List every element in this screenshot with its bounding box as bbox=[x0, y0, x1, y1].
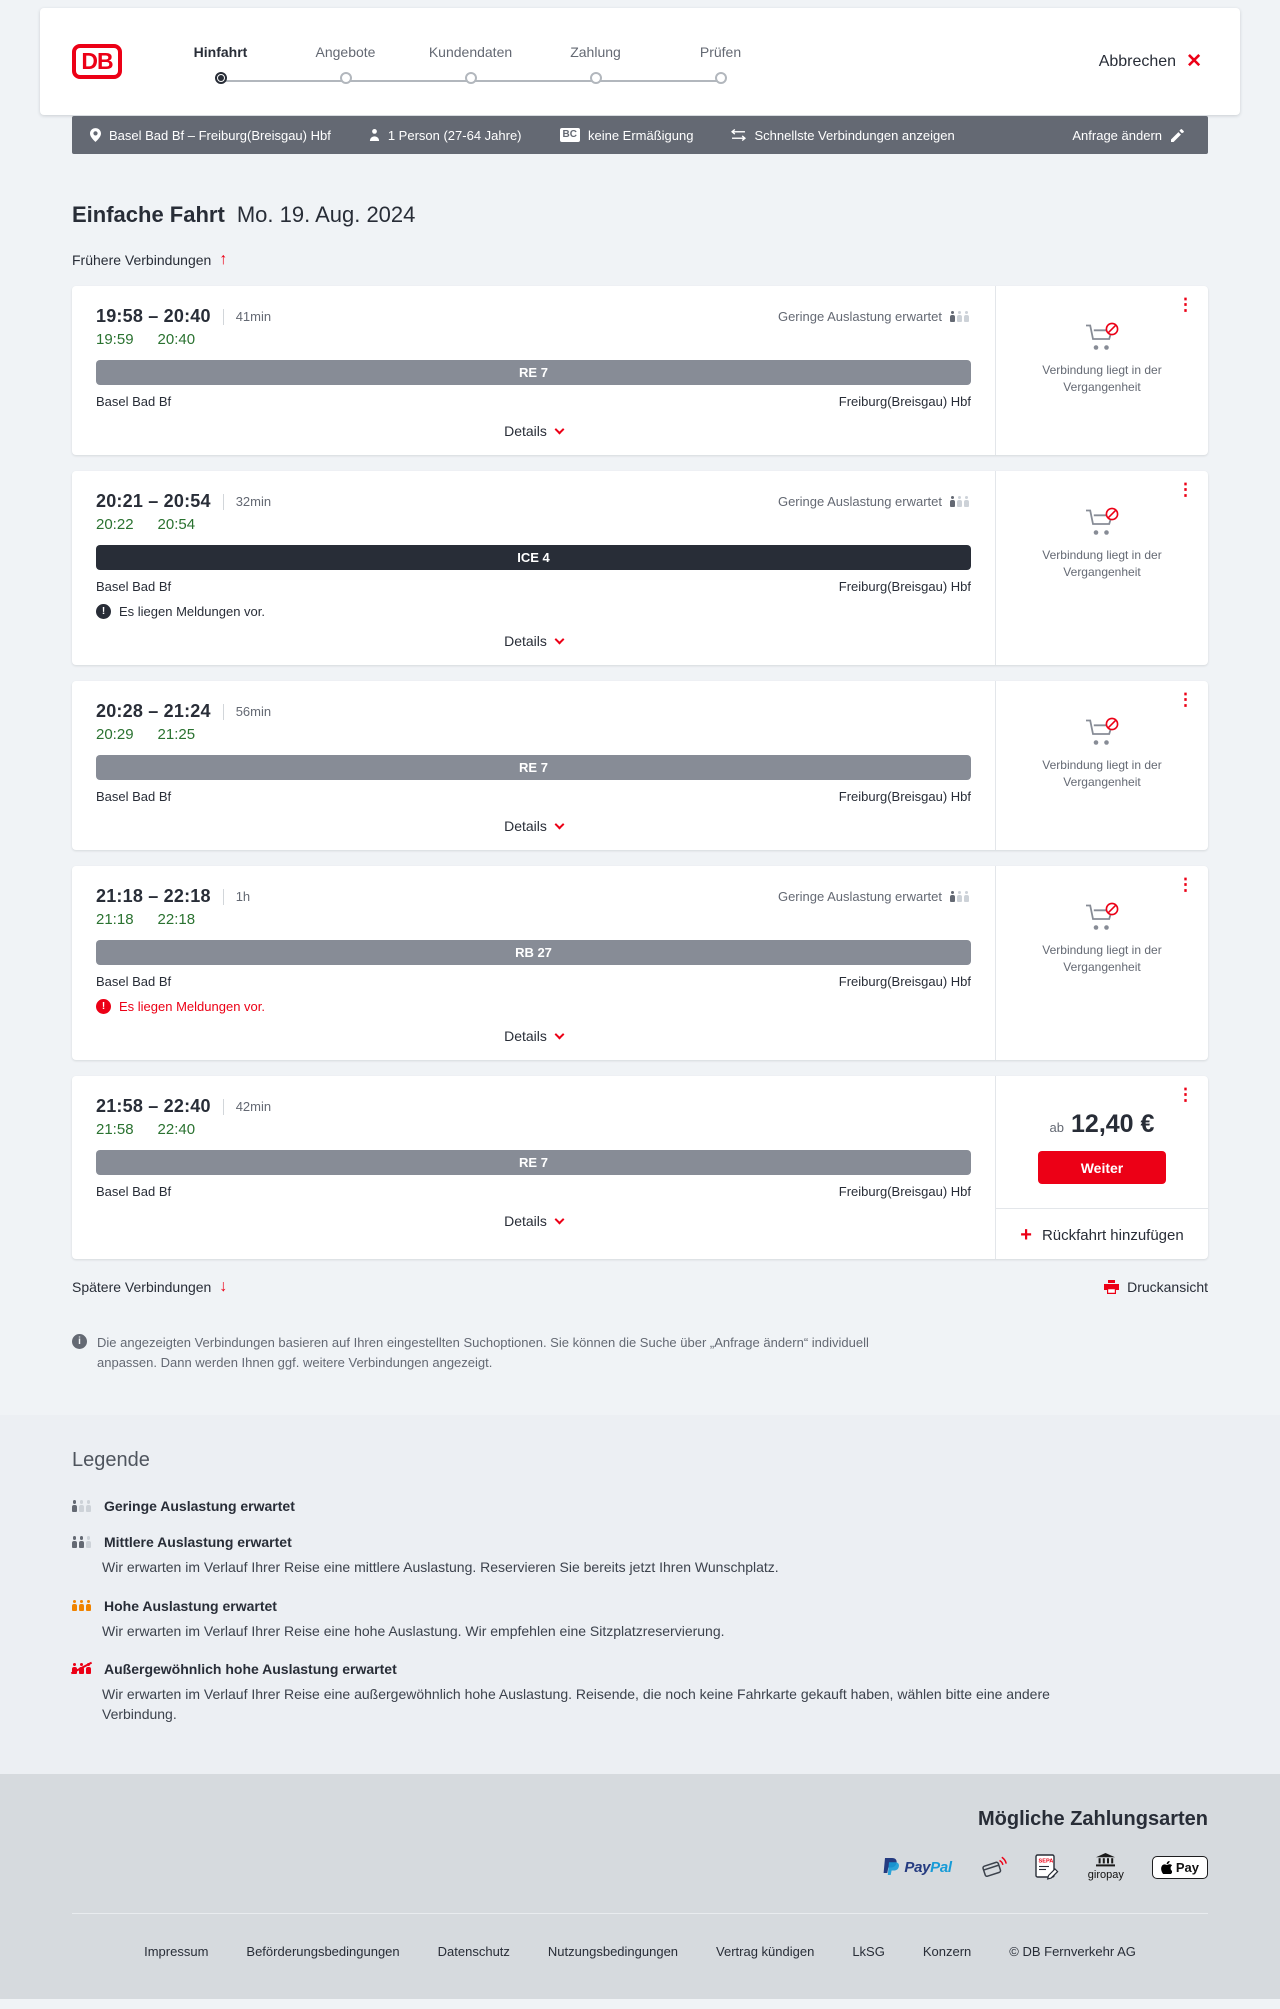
alert-icon: ! bbox=[96, 604, 111, 619]
svg-text:SEPA: SEPA bbox=[1038, 1858, 1054, 1865]
payments-heading: Mögliche Zahlungsarten bbox=[977, 1808, 1208, 1831]
step-label: Prüfen bbox=[699, 43, 742, 60]
divider bbox=[223, 309, 224, 325]
connection-duration: 1h bbox=[235, 889, 251, 904]
connection-times: 21:18 – 22:18 bbox=[96, 886, 211, 906]
earlier-connections-link[interactable]: Frühere Verbindungen ↑ bbox=[72, 251, 228, 268]
legend-item bbox=[72, 1598, 1208, 1641]
progress-step bbox=[533, 44, 658, 84]
apple-pay-badge: Pay bbox=[1152, 1856, 1208, 1879]
step-label: Angebote bbox=[315, 43, 376, 60]
real-times bbox=[96, 911, 971, 928]
paypal-logo: PayPal bbox=[882, 1857, 951, 1878]
cart-crossed-icon bbox=[1085, 717, 1119, 747]
printer-icon bbox=[1104, 1280, 1119, 1294]
connection-duration: 32min bbox=[235, 494, 272, 509]
occupancy-indicator bbox=[778, 889, 971, 904]
legend-section bbox=[0, 1415, 1280, 1774]
connection-unavailable-panel bbox=[1027, 322, 1177, 396]
actual-departure-time: 20:29 bbox=[96, 726, 134, 743]
real-times bbox=[96, 331, 971, 348]
unavailable-text: Verbindung liegt in der Vergangenheit bbox=[1042, 943, 1162, 974]
unavailable-text: Verbindung liegt in der Vergangenheit bbox=[1042, 363, 1162, 394]
details-toggle[interactable]: Details bbox=[496, 419, 571, 443]
actual-arrival-time: 22:18 bbox=[157, 911, 196, 928]
passengers-label: 1 Person (27-64 Jahre) bbox=[387, 127, 522, 143]
connection-card bbox=[72, 866, 1208, 1060]
connection-side-panel bbox=[995, 471, 1208, 665]
actual-departure-time: 21:58 bbox=[96, 1121, 134, 1138]
step-dot-icon bbox=[215, 72, 227, 84]
legend-item bbox=[72, 1661, 1208, 1725]
connection-unavailable-panel bbox=[1027, 902, 1177, 976]
progress-step bbox=[158, 44, 283, 84]
cancel-label: Abbrechen bbox=[1098, 52, 1177, 70]
bank-icon bbox=[1096, 1853, 1115, 1867]
pencil-icon bbox=[1171, 129, 1184, 142]
footer-link[interactable]: Konzern bbox=[922, 1944, 972, 1960]
step-dot-icon bbox=[590, 72, 602, 84]
occupancy-legend-icon bbox=[72, 1663, 93, 1675]
connection-times: 20:28 – 21:24 bbox=[96, 701, 211, 721]
departure-station: Basel Bad Bf bbox=[96, 789, 172, 804]
fastest-connections-label: Schnellste Verbindungen anzeigen bbox=[754, 127, 955, 143]
legend-item-title: Geringe Auslastung erwartet bbox=[104, 1498, 295, 1515]
train-name: RB 27 bbox=[515, 945, 552, 960]
train-label-bar bbox=[96, 1150, 971, 1175]
legend-items bbox=[72, 1498, 1208, 1724]
train-name: RE 7 bbox=[519, 1155, 548, 1170]
real-times bbox=[96, 726, 971, 743]
unavailable-text: Verbindung liegt in der Vergangenheit bbox=[1042, 548, 1162, 579]
connection-card bbox=[72, 1076, 1208, 1259]
progress-step bbox=[283, 44, 408, 84]
real-times bbox=[96, 1121, 971, 1138]
payments-section bbox=[0, 1774, 1280, 1999]
details-toggle[interactable]: Details bbox=[496, 814, 571, 838]
actual-arrival-time: 22:40 bbox=[157, 1121, 196, 1138]
connection-card bbox=[72, 681, 1208, 850]
legend-heading: Legende bbox=[72, 1449, 150, 1472]
step-dot-icon bbox=[715, 72, 727, 84]
close-icon: ✕ bbox=[1186, 51, 1202, 72]
sepa-direct-debit-icon bbox=[1035, 1854, 1060, 1880]
footer-link[interactable]: LkSG bbox=[852, 1944, 885, 1960]
details-toggle[interactable]: Details bbox=[496, 1024, 571, 1048]
legend-item bbox=[72, 1534, 1208, 1577]
price-from-label: ab bbox=[1049, 1120, 1065, 1135]
actual-departure-time: 21:18 bbox=[96, 911, 134, 928]
occupancy-low-icon bbox=[950, 496, 971, 508]
arrival-station: Freiburg(Breisgau) Hbf bbox=[838, 579, 971, 594]
connection-duration: 42min bbox=[235, 1099, 272, 1114]
occupancy-legend-icon bbox=[72, 1600, 93, 1612]
info-icon: i bbox=[72, 1334, 87, 1349]
arrival-station: Freiburg(Breisgau) Hbf bbox=[838, 1184, 971, 1199]
departure-station: Basel Bad Bf bbox=[96, 394, 172, 409]
departure-station: Basel Bad Bf bbox=[96, 1184, 172, 1199]
step-dot-icon bbox=[340, 72, 352, 84]
route-summary bbox=[90, 128, 331, 143]
train-label-bar bbox=[96, 545, 971, 570]
legend-item-description: Wir erwarten im Verlauf Ihrer Reise eine hohe Auslastung. Wir empfehlen eine Sitzplatzreservierung. bbox=[102, 1622, 725, 1639]
actual-arrival-time: 21:25 bbox=[157, 726, 196, 743]
legend-item-description: Wir erwarten im Verlauf Ihrer Reise eine mittlere Auslastung. Reservieren Sie bereits jetzt Ihren Wunschplatz. bbox=[102, 1559, 779, 1576]
footer bbox=[72, 1914, 1208, 1999]
discount-summary bbox=[560, 128, 694, 143]
kebab-menu-icon[interactable]: ⋮ bbox=[1173, 1084, 1198, 1105]
step-dot-icon bbox=[465, 72, 477, 84]
occupancy-indicator bbox=[778, 309, 971, 324]
connection-unavailable-panel bbox=[1027, 507, 1177, 581]
departure-station: Basel Bad Bf bbox=[96, 974, 172, 989]
booking-header bbox=[40, 8, 1240, 115]
connection-times: 19:58 – 20:40 bbox=[96, 306, 211, 326]
chevron-down-icon bbox=[554, 634, 564, 644]
trip-date: Mo. 19. Aug. 2024 bbox=[236, 202, 416, 227]
girocard-contactless-icon bbox=[980, 1854, 1007, 1880]
occupancy-label: Geringe Auslastung erwartet bbox=[777, 494, 942, 509]
person-icon bbox=[369, 129, 380, 141]
footer-link[interactable]: Datenschutz bbox=[437, 1944, 510, 1960]
kebab-menu-icon[interactable]: ⋮ bbox=[1173, 294, 1198, 315]
cancel-button[interactable] bbox=[1093, 51, 1208, 72]
chevron-down-icon bbox=[554, 819, 564, 829]
giropay-logo: giropay bbox=[1088, 1853, 1124, 1881]
progress-steps bbox=[158, 44, 783, 84]
train-name: ICE 4 bbox=[517, 550, 550, 565]
departure-station: Basel Bad Bf bbox=[96, 579, 172, 594]
occupancy-legend-icon bbox=[72, 1500, 93, 1512]
connection-side-panel bbox=[995, 1076, 1208, 1259]
footer-link[interactable]: Nutzungsbedingungen bbox=[547, 1944, 679, 1960]
arrow-down-icon: ↓ bbox=[219, 1278, 228, 1295]
legend-item-description: Wir erwarten im Verlauf Ihrer Reise eine außergewöhnlich hohe Auslastung. Reisende, die noch keine Fahrkarte gekauft haben, wählen bitte eine andere Verbindung. bbox=[102, 1685, 1050, 1723]
occupancy-label: Geringe Auslastung erwartet bbox=[777, 309, 942, 324]
unavailable-text: Verbindung liegt in der Vergangenheit bbox=[1042, 758, 1162, 789]
train-label-bar bbox=[96, 755, 971, 780]
cart-crossed-icon bbox=[1085, 902, 1119, 932]
footer-link[interactable]: Impressum bbox=[144, 1944, 209, 1960]
progress-step bbox=[658, 44, 783, 84]
arrival-station: Freiburg(Breisgau) Hbf bbox=[838, 394, 971, 409]
divider bbox=[223, 889, 224, 905]
legend-item-title: Außergewöhnlich hohe Auslastung erwartet bbox=[104, 1660, 397, 1677]
edit-request-button[interactable] bbox=[1066, 127, 1190, 144]
alert-icon: ! bbox=[96, 999, 111, 1014]
connection-duration: 41min bbox=[235, 309, 272, 324]
train-label-bar bbox=[96, 360, 971, 385]
edit-request-label: Anfrage ändern bbox=[1072, 127, 1162, 143]
train-name: RE 7 bbox=[519, 365, 548, 380]
actual-arrival-time: 20:40 bbox=[157, 331, 196, 348]
info-note-text: Die angezeigten Verbindungen basieren auf Ihren eingestellten Suchoptionen. Sie können die Suche über „Anfrage ändern“ individuell anpassen. Dann werden Ihnen ggf. weitere Verbindungen angezeigt. bbox=[97, 1335, 869, 1371]
arrow-up-icon: ↑ bbox=[219, 251, 228, 268]
connection-unavailable-panel bbox=[1027, 717, 1177, 791]
step-label: Zahlung bbox=[570, 43, 621, 60]
db-logo: DB bbox=[72, 44, 122, 79]
occupancy-indicator bbox=[778, 494, 971, 509]
connection-side-panel bbox=[995, 866, 1208, 1060]
paypal-icon bbox=[882, 1857, 901, 1878]
swap-arrows-icon bbox=[731, 129, 746, 141]
print-view-label: Druckansicht bbox=[1127, 1279, 1208, 1295]
legend-item-title: Hohe Auslastung erwartet bbox=[104, 1597, 277, 1614]
page-title bbox=[72, 202, 1208, 228]
legend-item-title: Mittlere Auslastung erwartet bbox=[104, 1534, 292, 1551]
alert-message bbox=[96, 604, 971, 619]
alert-message bbox=[96, 999, 971, 1014]
occupancy-label: Geringe Auslastung erwartet bbox=[777, 889, 942, 904]
route-label: Basel Bad Bf – Freiburg(Breisgau) Hbf bbox=[109, 127, 331, 143]
price-value: 12,40 € bbox=[1071, 1110, 1155, 1138]
fastest-connections-toggle[interactable] bbox=[731, 128, 954, 143]
add-return-button[interactable]: + Rückfahrt hinzufügen bbox=[1020, 1209, 1183, 1259]
divider bbox=[223, 494, 224, 510]
print-view-button[interactable] bbox=[1104, 1279, 1208, 1295]
occupancy-low-icon bbox=[950, 311, 971, 323]
arrival-station: Freiburg(Breisgau) Hbf bbox=[838, 974, 971, 989]
footer-link[interactable]: © DB Fernverkehr AG bbox=[1009, 1944, 1136, 1960]
kebab-menu-icon[interactable]: ⋮ bbox=[1173, 479, 1198, 500]
chevron-down-icon bbox=[554, 424, 564, 434]
connection-card bbox=[72, 471, 1208, 665]
connection-duration: 56min bbox=[235, 704, 272, 719]
occupancy-legend-icon bbox=[72, 1536, 93, 1548]
divider bbox=[223, 704, 224, 720]
alert-text: Es liegen Meldungen vor. bbox=[119, 999, 265, 1014]
arrival-station: Freiburg(Breisgau) Hbf bbox=[838, 789, 971, 804]
footer-link[interactable]: Beförderungsbedingungen bbox=[246, 1944, 400, 1960]
progress-step bbox=[408, 44, 533, 84]
info-note bbox=[72, 1333, 1208, 1373]
passenger-summary bbox=[369, 128, 522, 143]
train-label-bar bbox=[96, 940, 971, 965]
actual-arrival-time: 20:54 bbox=[157, 516, 196, 533]
weiter-button[interactable]: Weiter bbox=[1038, 1151, 1166, 1184]
connection-times: 21:58 – 22:40 bbox=[96, 1096, 211, 1116]
location-pin-icon bbox=[90, 128, 101, 142]
occupancy-low-icon bbox=[950, 891, 971, 903]
legend-item bbox=[72, 1498, 1208, 1514]
connection-times: 20:21 – 20:54 bbox=[96, 491, 211, 511]
connection-card bbox=[72, 286, 1208, 455]
footer-link[interactable]: Vertrag kündigen bbox=[716, 1944, 815, 1960]
details-toggle[interactable]: Details bbox=[496, 1209, 571, 1233]
divider bbox=[223, 1099, 224, 1115]
discount-label: keine Ermäßigung bbox=[587, 127, 694, 143]
query-bar bbox=[72, 116, 1208, 154]
details-toggle[interactable]: Details bbox=[496, 629, 571, 653]
later-connections-link[interactable]: Spätere Verbindungen ↓ bbox=[72, 1278, 228, 1295]
actual-departure-time: 19:59 bbox=[96, 331, 134, 348]
chevron-down-icon bbox=[554, 1214, 564, 1224]
chevron-down-icon bbox=[554, 1029, 564, 1039]
actual-departure-time: 20:22 bbox=[96, 516, 134, 533]
train-name: RE 7 bbox=[519, 760, 548, 775]
connections-list bbox=[72, 286, 1208, 1259]
kebab-menu-icon[interactable]: ⋮ bbox=[1173, 874, 1198, 895]
bahncard-badge: BC bbox=[560, 128, 580, 142]
plus-icon: + bbox=[1020, 1224, 1032, 1246]
kebab-menu-icon[interactable]: ⋮ bbox=[1173, 689, 1198, 710]
apple-icon bbox=[1161, 1861, 1172, 1874]
step-label: Hinfahrt bbox=[193, 43, 248, 60]
step-label: Kundendaten bbox=[428, 43, 513, 60]
cart-crossed-icon bbox=[1085, 507, 1119, 537]
trip-type-title: Einfache Fahrt bbox=[72, 202, 225, 227]
connection-side-panel bbox=[995, 681, 1208, 850]
connection-side-panel bbox=[995, 286, 1208, 455]
payment-methods bbox=[72, 1853, 1208, 1881]
cart-crossed-icon bbox=[1085, 322, 1119, 352]
real-times bbox=[96, 516, 971, 533]
alert-text: Es liegen Meldungen vor. bbox=[119, 604, 265, 619]
